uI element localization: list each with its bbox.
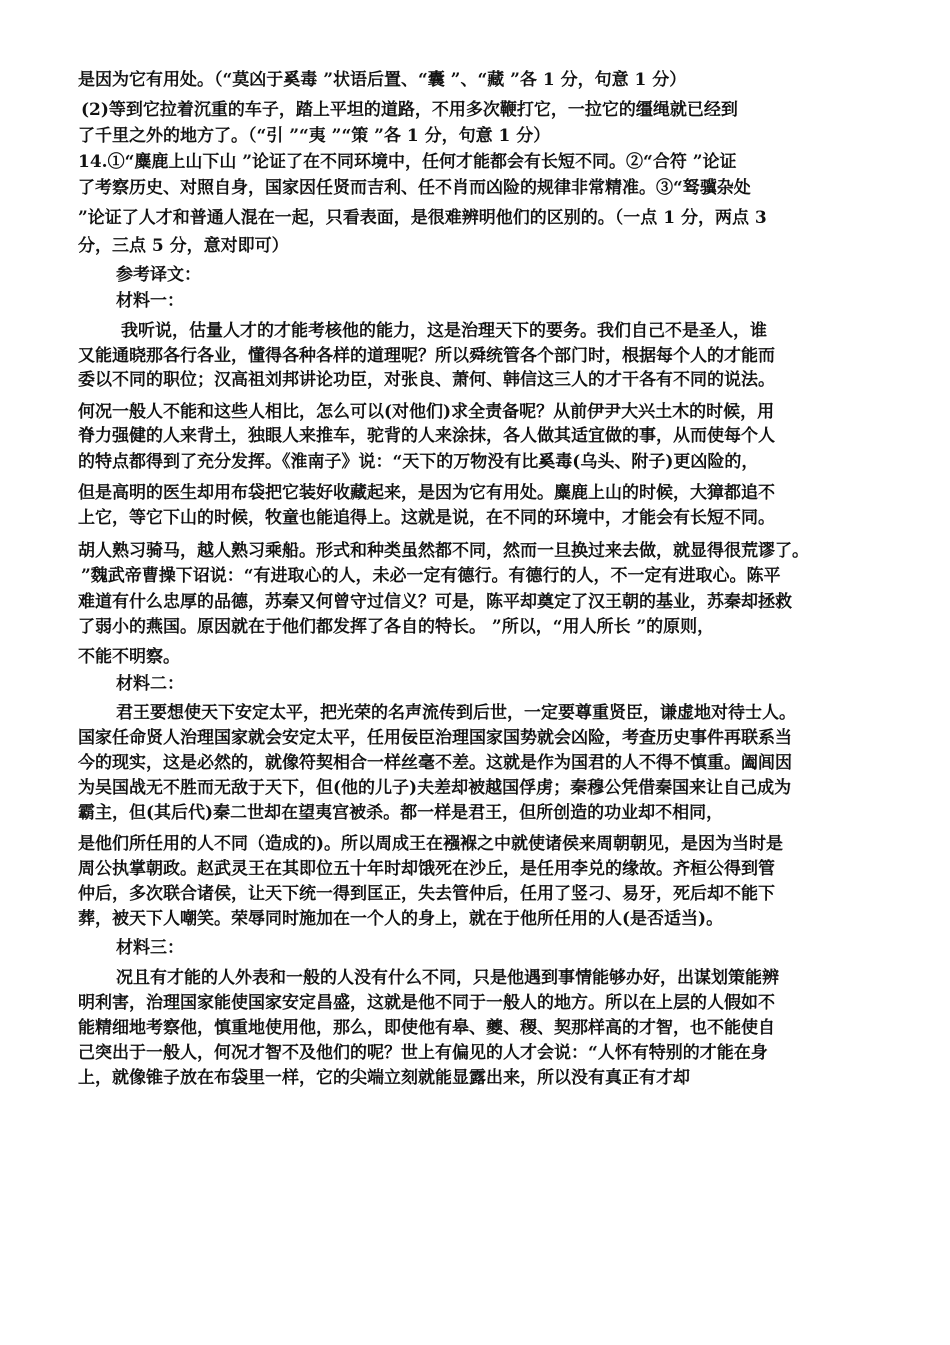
m2-line: 为吴国战无不胜而无敌于天下，但(他的儿子)夫差却被越国俘虏；秦穆公凭借秦国来让自己成为 [78, 778, 792, 798]
m1-line: 又能通晓那各行各业，懂得各种各样的道理呢？所以舜统管各个部门时，根据每个人的才能而 [78, 346, 775, 366]
answer-13-2-line-2: 了千里之外的地方了。（“引 ”“夷 ”“策 ”各 1 分，句意 1 分） [78, 126, 551, 146]
m1-line: ”魏武帝曹操下诏说：“有进取心的人，未必一定有德行。有德行的人，不一定有进取心。陈平 [81, 566, 781, 586]
material-1-title: 材料一： [116, 291, 184, 311]
m1-line: 脊力强健的人来背土，独眼人来推车，驼背的人来涂抹，各人做其适宜做的事，从而使每个人 [78, 426, 775, 446]
m2-line: 周公执掌朝政。赵武灵王在其即位五十年时却饿死在沙丘，是任用李兑的缘故。齐桓公得到管 [78, 859, 775, 879]
answer-14-line-1: 14.①“麋鹿上山下山 ”论证了在不同环境中，任何才能都会有长短不同。②“合符 ”论证 [78, 152, 737, 172]
m1-line: 了弱小的燕国。原因就在于他们都发挥了各自的特长。 ”所以，“用人所长 ”的原则， [78, 617, 715, 637]
m2-line: 仲后，多次联合诸侯，让天下统一得到匡正，失去管仲后，任用了竖刁、易牙，死后却不能下 [78, 884, 775, 904]
answer-13-2-line-1: (2)等到它拉着沉重的车子，踏上平坦的道路，不用多次鞭打它，一拉它的缰绳就已经到 [81, 100, 738, 120]
m1-line: 何况一般人不能和这些人相比，怎么可以(对他们)求全责备呢？从前伊尹大兴土木的时候，用 [78, 402, 775, 422]
m2-line: 葬，被天下人嘲笑。荣辱同时施加在一个人的身上，就在于他所任用的人(是否适当)。 [78, 909, 724, 929]
m3-line: 上，就像锥子放在布袋里一样，它的尖端立刻就能显露出来，所以没有真正有才却 [78, 1068, 690, 1088]
m2-line: 霸主，但(其后代)秦二世却在望夷宫被杀。都一样是君王，但所创造的功业却不相同， [78, 803, 724, 823]
m1-line: 的特点都得到了充分发挥。《淮南子》说：“天下的万物没有比奚毒(乌头、附子)更凶险的， [78, 452, 759, 472]
answer-14-line-2: 了考察历史、对照自身，国家因任贤而吉利、任不肖而凶险的规律非常精准。③“驽骥杂处 [78, 178, 751, 198]
m1-line: 我听说，估量人才的才能考核他的能力，这是治理天下的要务。我们自己不是圣人，谁 [121, 321, 767, 341]
m2-line: 今的现实，这是必然的，就像符契相合一样丝毫不差。这就是作为国君的人不得不慎重。阖闾因 [78, 753, 792, 773]
answer-14-line-3: ”论证了人才和普通人混在一起，只看表面，是很难辨明他们的区别的。（一点 1 分，两点 3 [78, 208, 767, 228]
m1-line: 委以不同的职位；汉高祖刘邦讲论功臣，对张良、萧何、韩信这三人的才干各有不同的说法。 [78, 370, 775, 390]
m1-line: 难道有什么忠厚的品德，苏秦又何曾守过信义？可是，陈平却奠定了汉王朝的基业，苏秦却拯救 [78, 592, 792, 612]
m1-line: 上它，等它下山的时候，牧童也能追得上。这就是说，在不同的环境中，才能会有长短不同。 [78, 508, 775, 528]
m3-line: 能精细地考察他，慎重地使用他，那么，即使他有皋、夔、稷、契那样高的才智，也不能使自 [78, 1018, 775, 1038]
m3-line: 况且有才能的人外表和一般的人没有什么不同，只是他遇到事情能够办好，出谋划策能辨 [116, 968, 779, 988]
answer-14-line-4: 分，三点 5 分，意对即可） [78, 236, 289, 256]
material-2-title: 材料二： [116, 674, 184, 694]
m1-line: 不能不明察。 [78, 647, 180, 667]
m3-line: 明利害，治理国家能使国家安定昌盛，这就是他不同于一般人的地方。所以在上层的人假如不 [78, 993, 775, 1013]
m1-line: 但是高明的医生却用布袋把它装好收藏起来，是因为它有用处。麋鹿上山的时候，大獐都追不 [78, 483, 775, 503]
m2-line: 君王要想使天下安定太平，把光荣的名声流传到后世，一定要尊重贤臣，谦虚地对待士人。 [116, 703, 796, 723]
answer-13-1-end: 是因为它有用处。（“莫凶于奚毒 ”状语后置、“囊 ”、“藏 ”各 1 分，句意 1 分） [78, 70, 687, 90]
translation-heading: 参考译文： [116, 265, 201, 285]
material-3-title: 材料三： [116, 938, 184, 958]
m1-line: 胡人熟习骑马，越人熟习乘船。形式和种类虽然都不同，然而一旦换过来去做，就显得很荒谬了。 [78, 541, 809, 561]
m2-line: 是他们所任用的人不同（造成的)。所以周成王在襁褓之中就使诸侯来周朝朝见，是因为当时是 [78, 834, 784, 854]
m2-line: 国家任命贤人治理国家就会安定太平，任用佞臣治理国家国势就会凶险，考查历史事件再联系当 [78, 728, 792, 748]
m3-line: 己突出于一般人，何况才智不及他们的呢？世上有偏见的人才会说：“人怀有特别的才能在身 [78, 1043, 768, 1063]
